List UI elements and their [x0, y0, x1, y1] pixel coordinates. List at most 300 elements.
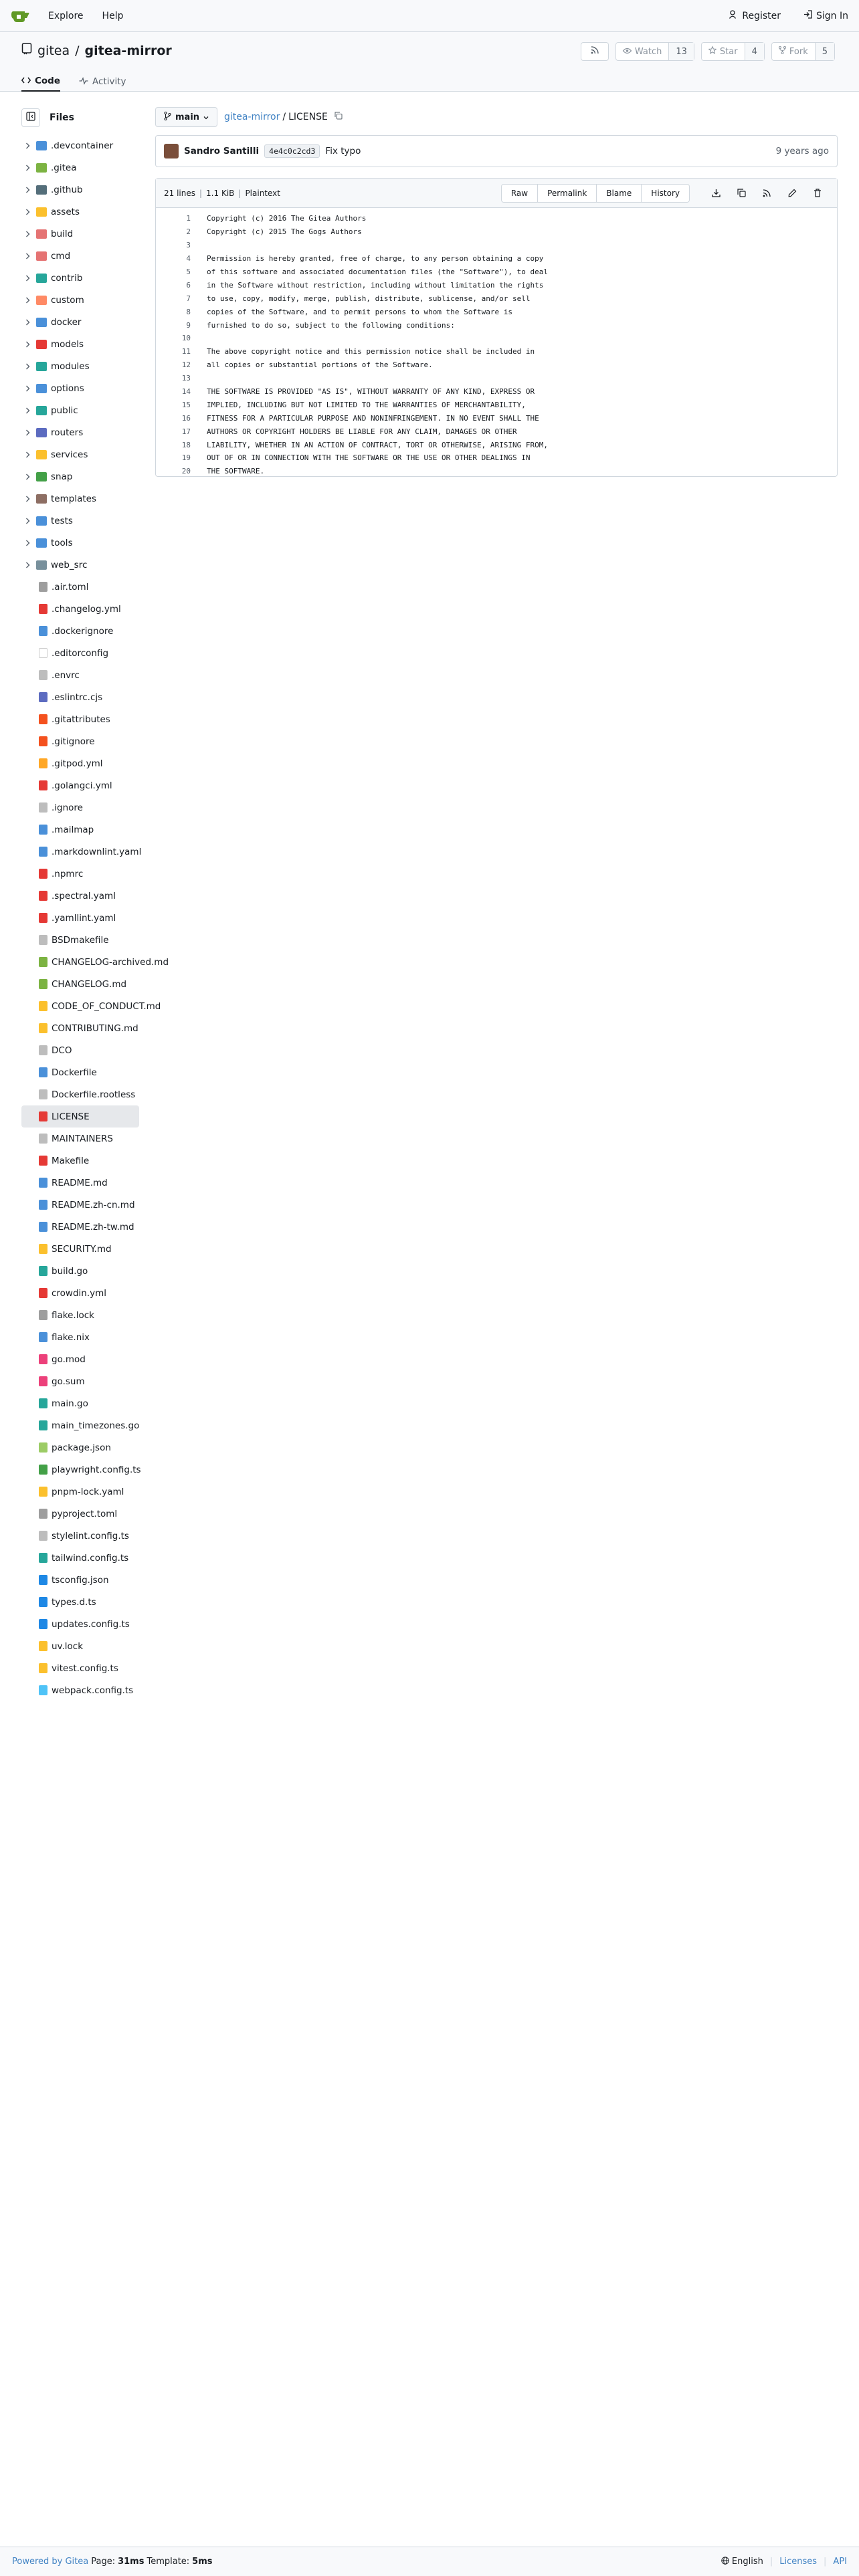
file-icon [39, 913, 47, 923]
repo-actions [581, 42, 835, 61]
chevron-right-icon[interactable] [21, 187, 33, 193]
file-icon [39, 736, 47, 746]
line-text: all copies or substantial portions of the Software. [207, 360, 433, 370]
folder-icon [36, 538, 47, 548]
tree-item-label: DCO [52, 1045, 72, 1056]
line-number[interactable]: 2 [186, 227, 191, 237]
tree-item-label: Dockerfile [52, 1067, 97, 1078]
tree-item-label: README.md [52, 1177, 108, 1188]
line-number[interactable]: 15 [181, 400, 191, 409]
file-icon [39, 582, 47, 592]
tree-item-label: cmd [51, 250, 71, 261]
chevron-right-icon[interactable] [21, 451, 33, 458]
chevron-right-icon[interactable] [21, 231, 33, 237]
toggle-file-tree-button[interactable] [21, 108, 40, 127]
tree-item-label: .mailmap [52, 824, 94, 835]
code-line [156, 225, 837, 239]
line-text: copies of the Software, and to permit persons to whom the Software is [207, 307, 512, 316]
folder-icon [36, 428, 47, 437]
code-icon [21, 76, 31, 86]
tree-item-label: crowdin.yml [52, 1287, 107, 1299]
folder-icon [36, 450, 47, 459]
file-icon [39, 1663, 47, 1673]
line-number[interactable]: 5 [186, 267, 191, 276]
file-icon [39, 1134, 47, 1144]
tree-folder-item[interactable] [21, 267, 139, 289]
tree-file-item[interactable] [21, 1414, 139, 1436]
tree-file-item[interactable] [21, 1150, 139, 1172]
chevron-right-icon[interactable] [21, 540, 33, 546]
file-tree [21, 134, 169, 1701]
tree-file-item[interactable] [21, 1569, 139, 1591]
tree-item-label: CONTRIBUTING.md [52, 1023, 138, 1034]
file-icon [39, 780, 47, 790]
tree-file-item[interactable] [21, 1459, 139, 1481]
tree-file-item[interactable] [21, 1017, 139, 1039]
divider: | [769, 2557, 773, 2567]
tree-file-item[interactable] [21, 1061, 139, 1083]
tree-item-label: .eslintrc.cjs [52, 691, 103, 703]
file-icon [39, 1266, 47, 1276]
tree-item-label: web_src [51, 559, 88, 570]
folder-icon [36, 472, 47, 481]
tree-file-item[interactable] [21, 1128, 139, 1150]
watch-label: Watch [634, 46, 662, 57]
folder-icon [36, 494, 47, 504]
tree-folder-item[interactable] [21, 377, 139, 399]
chevron-right-icon[interactable] [21, 165, 33, 171]
file-icon [39, 1420, 47, 1430]
tree-file-item[interactable] [21, 1635, 139, 1657]
tree-file-item[interactable] [21, 819, 139, 841]
line-number[interactable]: 14 [181, 387, 191, 397]
line-number[interactable]: 17 [181, 427, 191, 436]
repo-name-link[interactable]: gitea-mirror [84, 43, 172, 58]
line-text: Copyright (c) 2015 The Gogs Authors [207, 227, 362, 237]
line-text: to use, copy, modify, merge, publish, distribute, sublicense, and/or sell [207, 294, 531, 303]
tree-item-label: .spectral.yaml [52, 890, 116, 901]
tree-folder-item[interactable] [21, 510, 139, 532]
commit-author[interactable]: Sandro Santilli [184, 146, 260, 156]
tree-file-item[interactable] [21, 1547, 139, 1569]
rss-icon[interactable] [759, 186, 774, 201]
latest-commit [155, 135, 838, 167]
file-icon [39, 957, 47, 967]
tree-item-label: Makefile [52, 1155, 90, 1166]
line-number[interactable]: 7 [186, 294, 191, 303]
line-number[interactable]: 4 [186, 254, 191, 263]
tab-code[interactable] [21, 71, 60, 92]
tree-item-label: pyproject.toml [52, 1508, 118, 1519]
tree-file-item[interactable] [21, 1657, 139, 1679]
tree-file-item[interactable] [21, 1282, 139, 1304]
tree-folder-item[interactable] [21, 134, 139, 156]
code-line [156, 239, 837, 252]
file-icon [39, 758, 47, 768]
tree-item-label: go.mod [52, 1354, 86, 1365]
tree-item-label: modules [51, 360, 90, 372]
folder-icon [36, 318, 47, 327]
code-line [156, 318, 837, 332]
sign-in-link[interactable] [803, 10, 848, 21]
folder-icon [36, 274, 47, 283]
file-icon [39, 1354, 47, 1364]
gitea-logo-icon[interactable] [11, 6, 31, 26]
line-number[interactable]: 12 [181, 360, 191, 370]
folder-icon [36, 163, 47, 173]
branch-selector[interactable] [155, 107, 217, 127]
chevron-right-icon[interactable] [21, 518, 33, 524]
tree-file-item[interactable] [21, 1392, 139, 1414]
watch-button[interactable] [615, 42, 694, 61]
tree-file-item[interactable] [21, 841, 142, 863]
folder-icon [36, 141, 47, 150]
raw-button[interactable]: Raw [510, 188, 529, 198]
file-icon [39, 714, 47, 724]
commit-message[interactable]: Fix typo [325, 146, 361, 156]
tree-file-item[interactable] [21, 576, 139, 598]
chevron-right-icon[interactable] [21, 275, 33, 282]
tree-item-label: flake.lock [52, 1309, 94, 1321]
tree-item-label: .gitignore [52, 736, 95, 747]
copy-content-icon[interactable] [734, 186, 749, 201]
tree-file-item[interactable] [21, 642, 139, 664]
tree-folder-item[interactable] [21, 179, 139, 201]
tree-item-label: snap [51, 471, 73, 482]
chevron-right-icon[interactable] [21, 319, 33, 326]
tree-file-item[interactable] [21, 863, 139, 885]
rss-icon [591, 46, 599, 57]
tree-item-label: vitest.config.ts [52, 1662, 118, 1674]
tree-folder-item[interactable] [21, 554, 139, 576]
file-icon [39, 1685, 47, 1695]
tree-item-label: .editorconfig [52, 647, 109, 659]
code-line [156, 451, 837, 465]
folder-icon [36, 229, 47, 239]
tree-file-item[interactable] [21, 620, 139, 642]
file-icon [39, 1111, 47, 1121]
star-count[interactable]: 4 [745, 43, 764, 60]
tab-activity[interactable] [79, 71, 126, 92]
file-icon [39, 1222, 47, 1232]
template-time: 5ms [192, 2557, 213, 2567]
tree-item-label: .golangci.yml [52, 780, 112, 791]
tree-item-label: go.sum [52, 1376, 85, 1387]
tree-item-label: services [51, 449, 88, 460]
tree-file-item[interactable] [21, 1194, 139, 1216]
tree-file-item[interactable] [21, 664, 139, 686]
sign-in-icon [803, 10, 812, 21]
register-label: Register [742, 10, 781, 21]
tree-file-item[interactable] [21, 1348, 139, 1370]
folder-icon [36, 296, 47, 305]
file-icon [39, 1089, 47, 1099]
download-icon[interactable] [708, 186, 723, 201]
line-number[interactable]: 8 [186, 307, 191, 316]
tree-file-item[interactable] [21, 752, 139, 774]
tree-file-item[interactable] [21, 1436, 139, 1459]
line-number[interactable]: 10 [181, 334, 191, 343]
register-link[interactable] [729, 10, 781, 21]
tree-item-label: .github [51, 184, 83, 195]
line-number[interactable]: 6 [186, 280, 191, 290]
file-header [156, 179, 837, 208]
tree-file-item[interactable] [21, 929, 139, 951]
file-icon [39, 626, 47, 636]
tree-item-label: updates.config.ts [52, 1618, 130, 1630]
powered-by-link[interactable]: Powered by Gitea [12, 2557, 89, 2567]
line-number[interactable]: 16 [181, 413, 191, 423]
tree-item-label: .air.toml [52, 581, 89, 593]
tree-folder-item[interactable] [21, 355, 139, 377]
edit-pencil-icon[interactable] [785, 186, 799, 201]
tree-item-label: Dockerfile.rootless [52, 1089, 136, 1100]
tree-item-label: MAINTAINERS [52, 1133, 113, 1144]
footer [0, 2547, 859, 2576]
copy-path-icon[interactable] [335, 112, 343, 122]
line-text: IMPLIED, INCLUDING BUT NOT LIMITED TO THE WARRANTIES OF MERCHANTABILITY, [207, 400, 526, 409]
breadcrumb-repo-link[interactable]: gitea-mirror [224, 112, 280, 122]
repo-icon [21, 43, 32, 58]
code-line [156, 358, 837, 372]
line-number[interactable]: 18 [181, 440, 191, 449]
history-button[interactable]: History [641, 185, 689, 202]
line-text: in the Software without restriction, including without limitation the rights [207, 280, 544, 290]
tree-item-label: custom [51, 294, 84, 306]
commit-sha[interactable]: 4e4c0c2cd3 [264, 144, 320, 158]
top-navbar [0, 0, 859, 32]
tree-folder-item[interactable] [21, 465, 139, 488]
file-icon [39, 1200, 47, 1210]
branch-icon [164, 112, 171, 123]
file-icon [39, 802, 47, 813]
file-icon [39, 670, 47, 680]
tree-item-label: uv.lock [52, 1640, 84, 1652]
tree-file-item[interactable] [21, 1260, 139, 1282]
watch-count[interactable]: 13 [668, 43, 694, 60]
file-icon [39, 1465, 47, 1475]
tree-folder-item[interactable] [21, 156, 139, 179]
tree-file-item[interactable] [21, 1679, 139, 1701]
page-time: 31ms [118, 2557, 145, 2567]
tree-folder-item[interactable] [21, 245, 139, 267]
code-line [156, 465, 837, 478]
chevron-right-icon[interactable] [21, 429, 33, 436]
tree-item-label: pnpm-lock.yaml [52, 1486, 124, 1497]
file-icon [39, 1178, 47, 1188]
file-icon [39, 1575, 47, 1585]
tree-file-item[interactable] [21, 708, 139, 730]
tree-item-label: .npmrc [52, 868, 84, 879]
tree-item-label: BSDmakefile [52, 934, 109, 946]
tree-file-item[interactable] [21, 1105, 139, 1128]
tree-file-item[interactable] [21, 907, 139, 929]
tree-file-item[interactable] [21, 995, 161, 1017]
file-icon [39, 1619, 47, 1629]
tree-file-item[interactable] [21, 1216, 139, 1238]
api-link[interactable]: API [833, 2557, 847, 2567]
tree-file-item[interactable] [21, 1525, 139, 1547]
repo-header [0, 32, 859, 92]
chevron-right-icon[interactable] [21, 407, 33, 414]
licenses-link[interactable]: Licenses [779, 2557, 818, 2567]
delete-trash-icon[interactable] [810, 186, 825, 201]
tree-folder-item[interactable] [21, 223, 139, 245]
file-code [156, 208, 837, 478]
tree-item-label: .markdownlint.yaml [52, 846, 142, 857]
line-number[interactable]: 13 [181, 374, 191, 383]
code-line [156, 305, 837, 318]
tree-item-label: contrib [51, 272, 83, 284]
folder-icon [36, 340, 47, 349]
tree-item-label: stylelint.config.ts [52, 1530, 129, 1541]
tree-item-label: routers [51, 427, 84, 438]
file-icon [39, 1398, 47, 1408]
chevron-right-icon[interactable] [21, 297, 33, 304]
chevron-right-icon[interactable] [21, 473, 33, 480]
tree-folder-item[interactable] [21, 443, 139, 465]
tree-file-item[interactable] [21, 1613, 139, 1635]
tree-folder-item[interactable] [21, 488, 139, 510]
line-text: THE SOFTWARE IS PROVIDED "AS IS", WITHOUT WARRANTY OF ANY KIND, EXPRESS OR [207, 387, 535, 397]
tree-file-item[interactable] [21, 885, 139, 907]
folder-icon [36, 560, 47, 570]
code-line [156, 385, 837, 399]
permalink-button[interactable]: Permalink [537, 185, 596, 202]
chevron-right-icon[interactable] [21, 253, 33, 259]
file-icon [39, 1244, 47, 1254]
star-button[interactable] [701, 42, 765, 61]
code-line [156, 438, 837, 451]
line-number[interactable]: 9 [186, 320, 191, 330]
line-text: LIABILITY, WHETHER IN AN ACTION OF CONTRACT, TORT OR OTHERWISE, ARISING FROM, [207, 440, 548, 449]
file-icon [39, 1067, 47, 1077]
tree-file-item[interactable] [21, 1591, 139, 1613]
folder-icon [36, 207, 47, 217]
code-line [156, 265, 837, 279]
folder-icon [36, 251, 47, 261]
code-line [156, 278, 837, 292]
chevron-right-icon[interactable] [21, 385, 33, 392]
tree-item-label: models [51, 338, 84, 350]
chevron-right-icon[interactable] [21, 363, 33, 370]
folder-icon [36, 384, 47, 393]
chevron-right-icon[interactable] [21, 142, 33, 149]
file-icon [39, 1442, 47, 1453]
file-tree-header [21, 108, 139, 127]
fork-button[interactable] [771, 42, 835, 61]
blame-button[interactable]: Blame [596, 185, 641, 202]
file-icon [39, 1023, 47, 1033]
tree-file-item[interactable] [21, 1304, 139, 1326]
sidebar-collapse-icon [26, 112, 35, 124]
tab-code-label: Code [35, 75, 61, 86]
line-number[interactable]: 3 [186, 241, 191, 250]
tree-file-item[interactable] [21, 1172, 139, 1194]
tree-file-item[interactable] [21, 1039, 139, 1061]
path-row [155, 107, 343, 127]
chevron-right-icon[interactable] [21, 209, 33, 215]
tree-item-label: CHANGELOG-archived.md [52, 956, 169, 968]
tree-file-item[interactable] [21, 1481, 139, 1503]
tree-item-label: .gitpod.yml [52, 758, 103, 769]
tree-folder-item[interactable] [21, 333, 139, 355]
tree-item-label: playwright.config.ts [52, 1464, 141, 1475]
file-icon [39, 891, 47, 901]
rss-feed-button[interactable] [581, 42, 609, 61]
chevron-right-icon[interactable] [21, 562, 33, 568]
divider: | [824, 2557, 827, 2567]
file-icon [39, 825, 47, 835]
line-number[interactable]: 20 [181, 467, 191, 476]
tree-item-label: build.go [52, 1265, 88, 1277]
folder-icon [36, 406, 47, 415]
line-number[interactable]: 11 [181, 347, 191, 356]
nav-explore[interactable]: Explore [48, 10, 84, 21]
line-text: FITNESS FOR A PARTICULAR PURPOSE AND NONINFRINGEMENT. IN NO EVENT SHALL THE [207, 413, 539, 423]
chevron-right-icon[interactable] [21, 496, 33, 502]
tree-item-label: CODE_OF_CONDUCT.md [52, 1000, 161, 1012]
tree-item-label: CHANGELOG.md [52, 978, 127, 990]
tree-item-label: public [51, 405, 78, 416]
tree-file-item[interactable] [21, 1370, 139, 1392]
tree-file-item[interactable] [21, 1503, 139, 1525]
language-selector[interactable] [721, 2557, 763, 2567]
tree-file-item[interactable] [21, 1326, 139, 1348]
repo-owner-link[interactable]: gitea [37, 43, 70, 58]
tree-file-item[interactable] [21, 1238, 139, 1260]
tree-file-item[interactable] [21, 686, 139, 708]
file-button-group [501, 184, 690, 203]
nav-help[interactable]: Help [102, 10, 124, 21]
file-icon [39, 648, 47, 658]
tree-folder-item[interactable] [21, 421, 139, 443]
tree-folder-item[interactable] [21, 532, 139, 554]
breadcrumb-file: LICENSE [288, 112, 328, 122]
tree-file-item[interactable] [21, 730, 139, 752]
code-line [156, 292, 837, 305]
tree-item-label: .envrc [52, 669, 80, 681]
tree-item-label: README.zh-tw.md [52, 1221, 134, 1232]
line-number[interactable]: 1 [186, 214, 191, 223]
tree-folder-item[interactable] [21, 289, 139, 311]
eye-icon [623, 47, 632, 57]
breadcrumb-separator: / [282, 112, 286, 122]
tree-folder-item[interactable] [21, 201, 139, 223]
tree-folder-item[interactable] [21, 311, 139, 333]
line-text: OUT OF OR IN CONNECTION WITH THE SOFTWARE OR THE USE OR OTHER DEALINGS IN [207, 453, 531, 463]
tree-file-item[interactable] [21, 774, 139, 796]
tree-file-item[interactable] [21, 973, 139, 995]
tree-item-label: README.zh-cn.md [52, 1199, 135, 1210]
line-number[interactable]: 19 [181, 453, 191, 463]
tree-item-label: options [51, 383, 84, 394]
fork-count[interactable]: 5 [815, 43, 834, 60]
tree-folder-item[interactable] [21, 399, 139, 421]
avatar[interactable] [164, 144, 179, 158]
chevron-right-icon[interactable] [21, 341, 33, 348]
footer-links [721, 2557, 847, 2567]
file-icon [39, 1553, 47, 1563]
tree-file-item[interactable] [21, 796, 139, 819]
tree-item-label: .gitattributes [52, 714, 110, 725]
line-text: Copyright (c) 2016 The Gitea Authors [207, 214, 367, 223]
file-icon [39, 1487, 47, 1497]
tree-file-item[interactable] [21, 598, 139, 620]
tree-file-item[interactable] [21, 1083, 139, 1105]
branch-name: main [175, 112, 200, 122]
tree-file-item[interactable] [21, 951, 169, 973]
